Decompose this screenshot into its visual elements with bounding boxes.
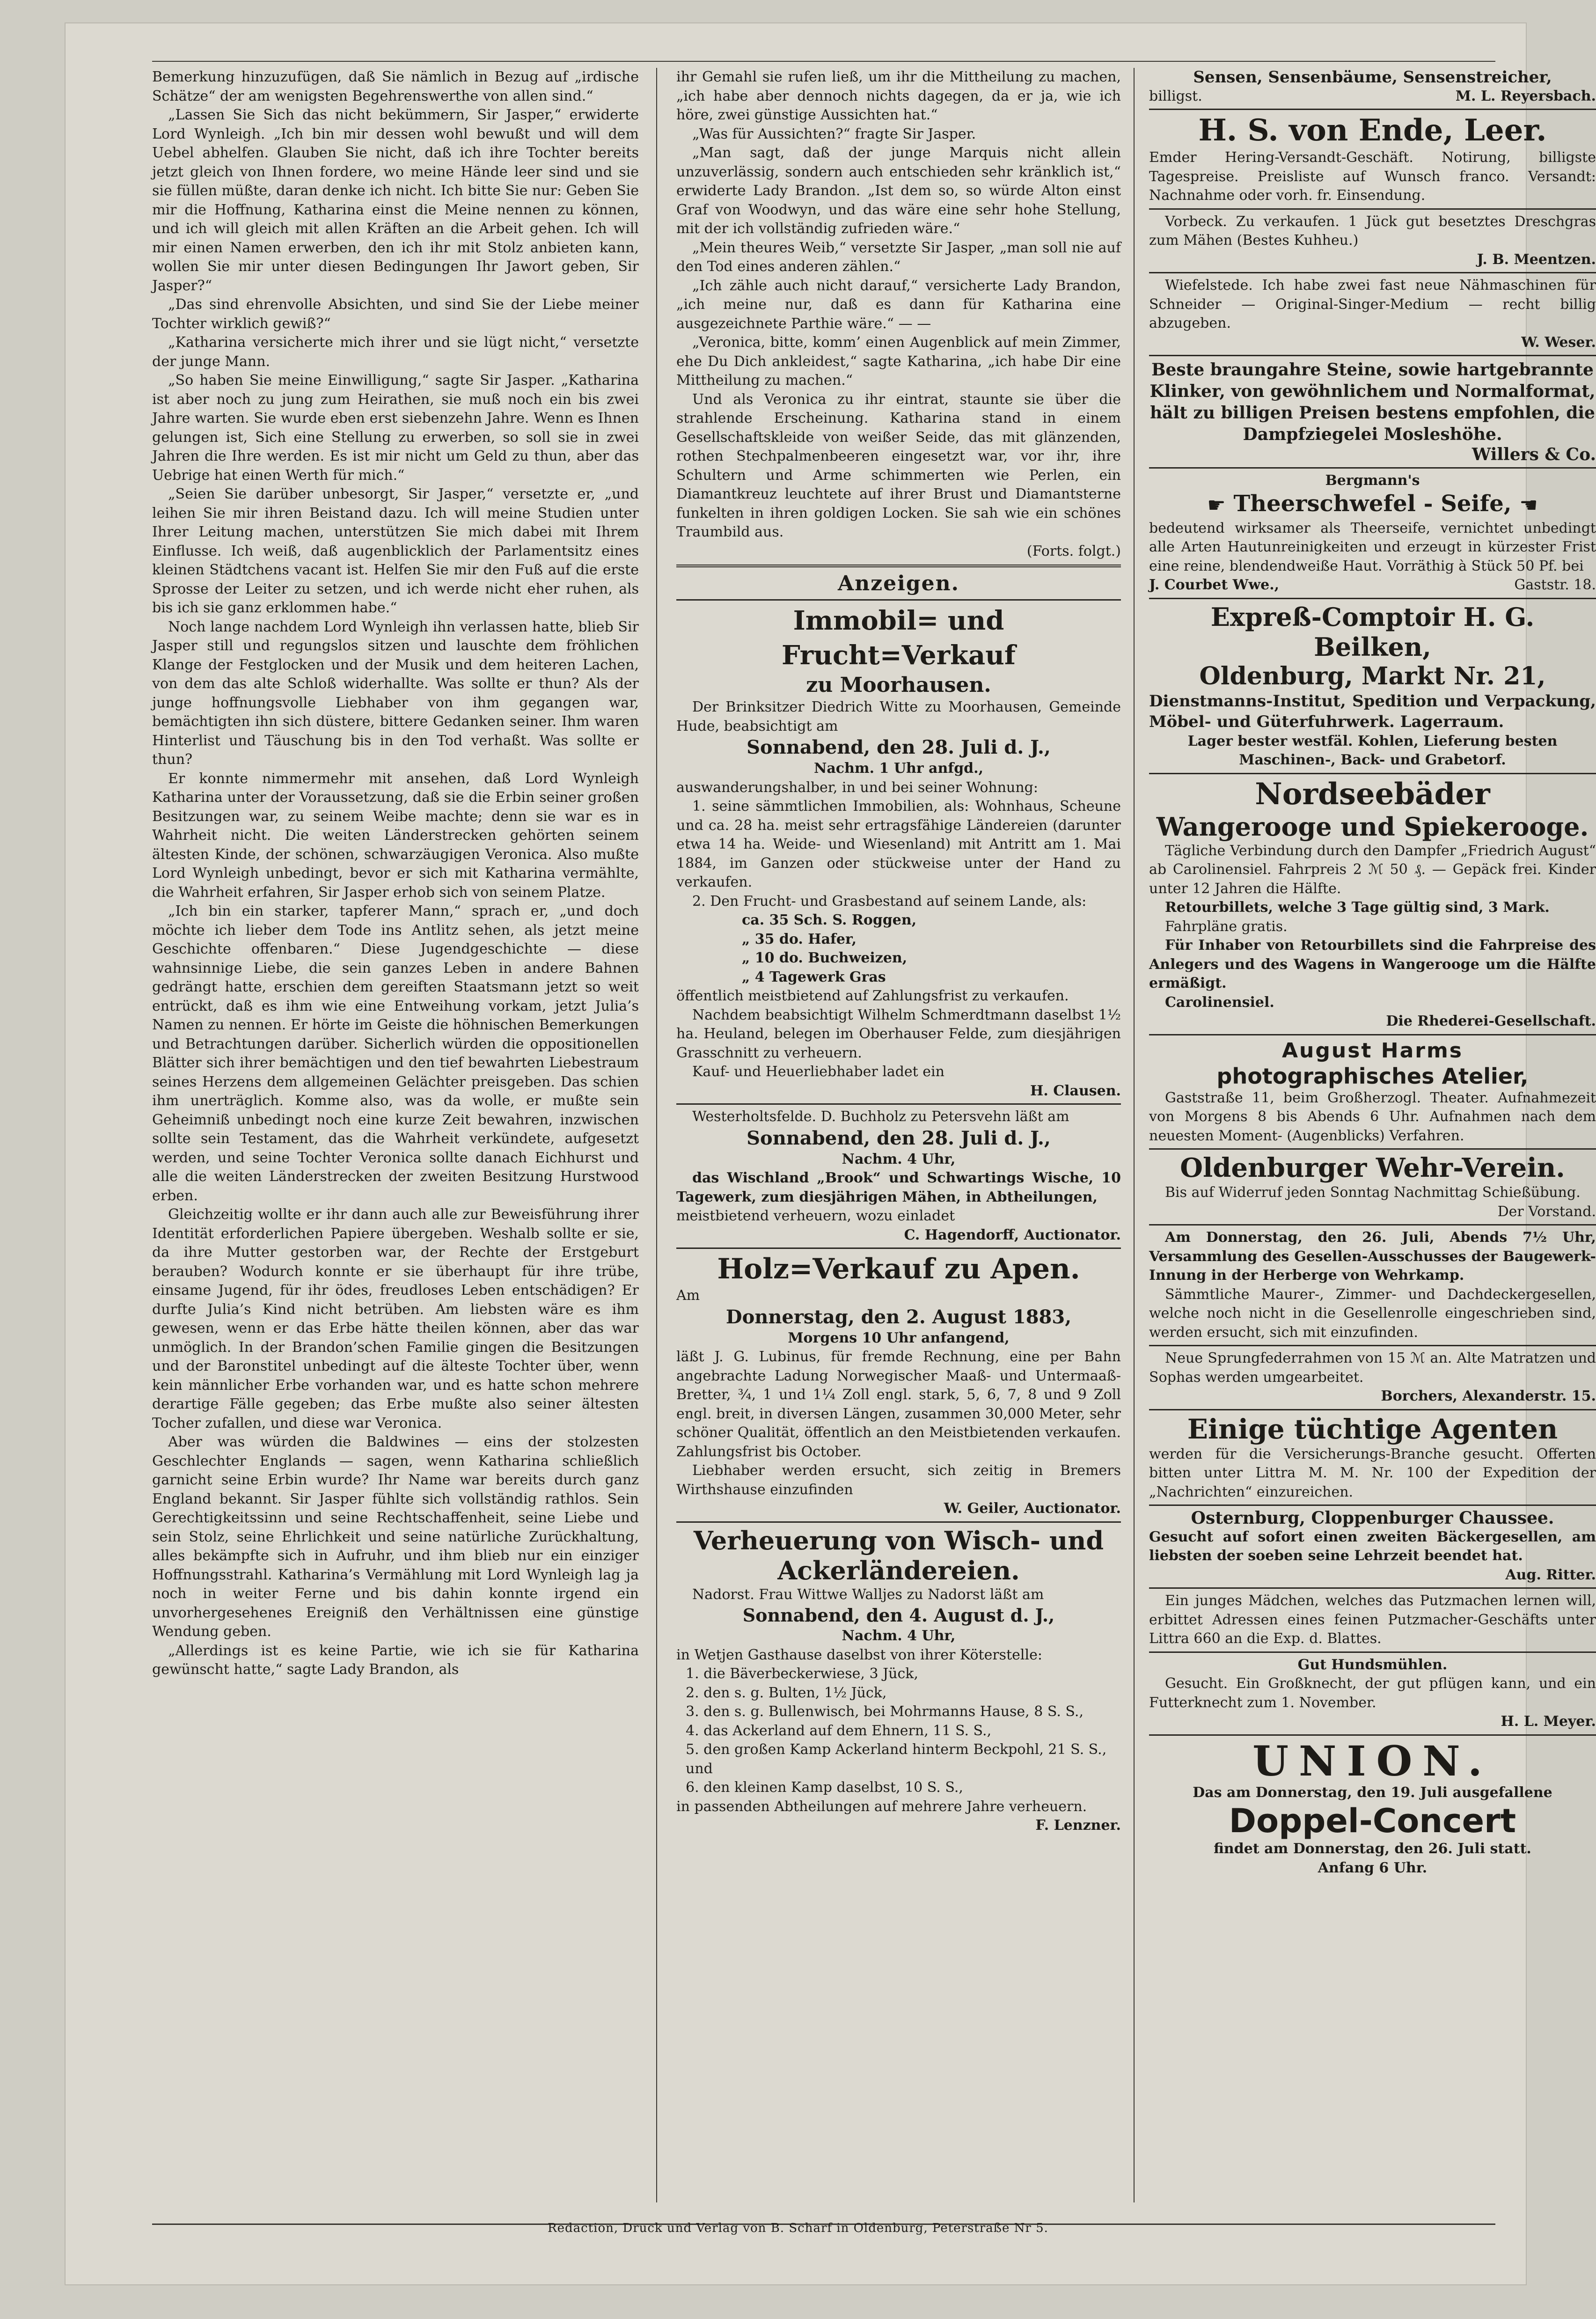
ad-text: in passenden Abtheilungen auf mehrere Jahre verheuern. bbox=[676, 1798, 1087, 1815]
ad-text: auswanderungshalber, in und bei seiner Wohnung: bbox=[676, 779, 1038, 796]
ad-wehr-verein bbox=[1149, 1152, 1596, 1221]
ad-subtitle: Wangerooge und Spiekerooge. bbox=[1156, 811, 1589, 842]
ad-text: öffentlich meistbietend auf Zahlungsfrist zu verkaufen. bbox=[676, 988, 1069, 1004]
ad-text: werden für die Versicherungs-Branche gesucht. Offerten bitten unter Littra M. M. Nr. 100 der Expedition der „Nachrichten“ einzureichen. bbox=[1149, 1446, 1596, 1500]
ad-agenten bbox=[1149, 1413, 1596, 1502]
ad-express-comptoir bbox=[1149, 602, 1596, 770]
ad-label: Bergmann's bbox=[1325, 472, 1420, 489]
ads-heading: Anzeigen. bbox=[838, 572, 959, 595]
ad-signature: W. Weser. bbox=[1521, 334, 1596, 351]
section-rule bbox=[1149, 272, 1596, 273]
ad-westerholtsfelde bbox=[676, 1108, 1121, 1245]
story-paragraph: Bemerkung hinzuzufügen, daß Sie nämlich in Bezug auf „irdische Schätze“ der am wenigsten Begehrenswerthe von allen sind.“ bbox=[152, 69, 639, 104]
ad-text: Für Inhaber von Retourbillets sind die Fahrpreise des Anlegers und des Wagens in Wangerooge um die Hälfte ermäßigt. bbox=[1149, 937, 1596, 991]
story-paragraph: Und als Veronica zu ihr eintrat, staunte sie über die strahlende Erscheinung. Katharina stand in einem Gesellschaftskleide von weißer Seide, das mit glänzenden, rothen Stechpalmenbeeren eingesetzt war, vor ihr, ihre Schultern und Arme schimmerten wie Perlen, ein Diamantkreuz leuchtete auf ihrer Brust und Diamantsterne funkelten in ihren goldigen Locken. Sie sah wie ein schönes Traumbild aus. bbox=[676, 391, 1121, 540]
ad-subtitle: photographisches Atelier, bbox=[1216, 1063, 1529, 1089]
ad-verheuerung bbox=[676, 1526, 1121, 1835]
ad-text: Vorbeck. Zu verkaufen. 1 Jück gut besetztes Dreschgras zum Mähen (Bestes Kuhheu.) bbox=[1149, 213, 1596, 249]
section-rule bbox=[676, 1103, 1121, 1105]
ad-title: Sensen, Sensenbäume, Sensenstreicher, bbox=[1193, 68, 1552, 87]
imprint-footer: Redaction, Druck und Verlag von B. Scharf in Oldenburg, Peterstraße Nr 5. bbox=[548, 2221, 1048, 2235]
ad-time: Nachm. 4 Uhr, bbox=[842, 1628, 956, 1644]
ad-title: H. S. von Ende, Leer. bbox=[1198, 113, 1547, 148]
ad-text: in Wetjen Gasthause daselbst von ihrer Köterstelle: bbox=[676, 1646, 1042, 1663]
ad-signature: M. L. Reyersbach. bbox=[1455, 88, 1596, 104]
column-divider bbox=[656, 68, 657, 2202]
ad-text: Gesucht. Ein Großknecht, der gut pflügen kann, und ein Futterknecht zum 1. November. bbox=[1149, 1675, 1596, 1711]
ad-union bbox=[1149, 1736, 1596, 1878]
section-rule bbox=[1149, 1734, 1596, 1736]
ad-text: Nachdem beabsichtigt Wilhelm Schmerdtmann daselbst 1½ ha. Heuland, belegen im Oberhauser Felde, zum diesjährigen Grasschnitt zu verheuern. bbox=[676, 1006, 1121, 1061]
ad-time: Nachm. 4 Uhr, bbox=[842, 1151, 956, 1167]
story-paragraph: „So haben Sie meine Einwilligung,“ sagte Sir Jasper. „Katharina ist aber noch zu jung zum Heirathen, sie muß noch ein bis zwei Jahre warten. Sie wurde eben erst siebenzehn Jahre. Wenn es Ihnen gelungen ist, Sich eine Stellung zu erwerben, so soll sie in zwei Jahren die Ihre werden. Es ist mir nicht um Geld zu thun, aber das Uebrige hat einen Werth für mich.“ bbox=[152, 372, 639, 484]
story-paragraph: „Das sind ehrenvolle Absichten, und sind Sie der Liebe meiner Tochter wirklich gewiß?“ bbox=[152, 296, 639, 332]
ad-signature: W. Geiler, Auctionator. bbox=[944, 1500, 1121, 1517]
ad-item: 3. den s. g. Bullenwisch, bei Mohrmanns Hause, 8 S. S., bbox=[686, 1703, 1084, 1720]
ad-wiefelstede bbox=[1149, 276, 1596, 352]
ad-bergmann bbox=[1149, 471, 1596, 595]
ad-text: Der Brinksitzer Diedrich Witte zu Moorhausen, Gemeinde Hude, beabsichtigt am bbox=[676, 699, 1121, 734]
ad-title: Nordseebäder bbox=[1255, 776, 1490, 812]
ad-signature: Der Vorstand. bbox=[1497, 1203, 1596, 1220]
ads-column-middle bbox=[676, 68, 1121, 2202]
ad-hundsmuehlen bbox=[1149, 1656, 1596, 1732]
story-paragraph: ihr Gemahl sie rufen ließ, um ihr die Mittheilung zu machen, „ich habe aber dennoch nichts dagegen, da er ja, wie ich höre, zwei günstige Aussichten hat.“ bbox=[676, 69, 1121, 123]
ad-text: Gesucht auf sofort einen zweiten Bäckergesellen, am liebsten der soeben seine Lehrzeit beendet hat. bbox=[1149, 1528, 1596, 1564]
ad-item: 5. den großen Kamp Ackerland hinterm Beckpohl, 21 S. S., und bbox=[686, 1741, 1107, 1777]
ad-title: Theerschwefel - Seife, bbox=[1233, 491, 1512, 517]
ad-date: Sonnabend, den 4. August d. J., bbox=[742, 1605, 1055, 1626]
ad-title: UNION. bbox=[1252, 1736, 1493, 1785]
ad-putzmacherin bbox=[1149, 1592, 1596, 1649]
ad-text: Sämmtliche Maurer-, Zimmer- und Dachdeckergesellen, welche noch nicht in die Gesellenrolle eingeschrieben sind, werden ersucht, sich mit einzufinden. bbox=[1149, 1286, 1596, 1341]
story-paragraph: Gleichzeitig wollte er ihr dann auch alle zur Beweisführung ihrer Identität erforderlichen Papiere übergeben. Weshalb sollte er sie, da ihre Mutter gestorben war, der Rechte der Erstgeburt berauben? Wodurch konnte er sie überhaupt für ihre trübe, einsame Jugend, für ihr ödes, freudloses Leben entschädigen? Er durfte Julia’s Kind nicht betrüben. Am liebsten wäre es ihm gewesen, wenn er das Erbe hätte theilen können, aber das war unmöglich. In der Brandon’schen Familie gingen die Besitzungen und der Baronstitel unbedingt auf die älteste Tochter über, wenn kein männlicher Erbe vorhanden war, und es hatte schon mehrere derartige Fälle gegeben; das Erbe mußte also seiner ältesten Tocher zufallen, und diese war Veronica. bbox=[152, 1206, 639, 1431]
section-rule bbox=[676, 1521, 1121, 1523]
ad-text: Am Donnerstag, den 26. Juli, Abends 7½ Uhr, Versammlung des Gesellen-Ausschusses der Baugewerk-Innung in der Herberge von Wehrkamp. bbox=[1149, 1229, 1596, 1284]
ad-text: meistbietend verheuern, wozu einladet bbox=[676, 1208, 955, 1224]
story-paragraph: „Allerdings ist es keine Partie, wie ich sie für Katharina gewünscht hatte,“ sagte Lady Brandon, als bbox=[152, 1642, 639, 1678]
story-paragraph: „Man sagt, daß der junge Marquis nicht allein unzuverlässig, sondern auch entschieden sehr kränklich ist,“ erwiderte Lady Brandon. „Ist dem so, so würde Alton einst Graf von Woodwyn, und das wäre eine sehr hohe Stellung, mit der ich vollständig zufrieden wäre.“ bbox=[676, 145, 1121, 237]
ad-line bbox=[1149, 576, 1596, 595]
story-paragraph: „Veronica, bitte, komm’ einen Augenblick auf mein Zimmer, ehe Du Dich ankleidest,“ sagte Katharina, „ich habe Dir eine Mittheilung zu machen.“ bbox=[676, 334, 1121, 389]
story-paragraph: Er konnte nimmermehr mit ansehen, daß Lord Wynleigh Katharina unter der Voraussetzung, daß sie die Erbin seiner großen Besitzungen war, zu seinem Weibe machte; denn sie war es in Wahrheit nicht. Die weiten Länderstrecken gehörten seinem ältesten Kinde, der schönen, schwarzäugigen Veronica. Also mußte Lord Wynleigh unbedingt, bevor er sich mit Katharina vermählte, die Wahrheit erfahren, Sir Jasper erhob sich von seinem Platze. bbox=[152, 770, 639, 901]
story-paragraph: „Seien Sie darüber unbesorgt, Sir Jasper,“ versetzte er, „und leihen Sie mir ihren Beistand dazu. Ich will meine Studien unter Ihrer Leitung machen, unterstützen Sie mich dabei mit Ihrem Einflusse. Ich weiß, daß augenblicklich der Parlamentsitz eines kleinen Städtchens vacant ist. Helfen Sie mir den Fuß auf die erste Sprosse der Leiter zu setzen, und ich werde nicht eher ruhen, als bis ich sie ganz erklommen habe.“ bbox=[152, 486, 639, 616]
ad-title: Osternburg, Cloppenburger Chaussee. bbox=[1191, 1508, 1554, 1528]
ad-text: Fahrpläne gratis. bbox=[1165, 918, 1288, 935]
ad-text: Wiefelstede. Ich habe zwei fast neue Nähmaschinen für Schneider — Original-Singer-Medium — recht billig abzugeben. bbox=[1149, 277, 1596, 331]
ad-crop: „ 35 do. Hafer, bbox=[742, 931, 857, 947]
section-rule bbox=[1149, 1034, 1596, 1035]
ad-crop: „ 10 do. Buchweizen, bbox=[742, 950, 908, 966]
ad-text: Neue Sprungfederrahmen von 15 ℳ an. Alte Matratzen und Sophas werden umgearbeitet. bbox=[1149, 1350, 1596, 1386]
ad-date: Donnerstag, den 2. August 1883, bbox=[725, 1306, 1072, 1328]
ad-signature: H. L. Meyer. bbox=[1501, 1713, 1596, 1730]
ad-text: Carolinensiel. bbox=[1165, 994, 1274, 1011]
ad-title: Oldenburger Wehr-Verein. bbox=[1180, 1152, 1565, 1183]
story-paragraph: „Katharina versicherte mich ihrer und sie lügt nicht,“ versetzte der junge Mann. bbox=[152, 334, 639, 370]
ad-text: läßt J. G. Lubinus, für fremde Rechnung, eine per Bahn angebrachte Ladung Norwegischer Maaß- und Untermaaß-Bretter, ¾, 1 und 1¼ Zoll engl. stark, 5, 6, 7, 8 und 9 Zoll engl. breit, in diversen Längen, zusammen 30,000 Meter, sehr schöner Qualität, öffentlich an den Meistbietenden verkaufen. Zahlungsfrist bis October. bbox=[676, 1349, 1121, 1460]
newspaper-page bbox=[66, 23, 1596, 2284]
ad-date: Sonnabend, den 28. Juli d. J., bbox=[747, 1127, 1051, 1149]
ad-harms bbox=[1149, 1038, 1596, 1146]
section-rule bbox=[676, 1248, 1121, 1249]
ad-text: findet am Donnerstag, den 26. Juli statt. bbox=[1214, 1841, 1531, 1857]
story-paragraph: „Was für Aussichten?“ fragte Sir Jasper. bbox=[692, 125, 976, 142]
section-rule bbox=[1149, 1651, 1596, 1653]
section-rule bbox=[676, 599, 1121, 601]
ad-title: Einige tüchtige Agenten bbox=[1187, 1413, 1558, 1445]
ad-sensen bbox=[1149, 68, 1596, 106]
ad-text: Tägliche Verbindung durch den Dampfer „Friedrich August“ ab Carolinensiel. Fahrpreis 2 ℳ 50 ₰. — Gepäck frei. Kinder unter 12 Jahren die Hälfte. bbox=[1149, 842, 1596, 897]
ads-column-right bbox=[1149, 68, 1596, 2202]
ad-text: Gaststraße 11, beim Großherzogl. Theater. Aufnahmezeit von Morgens 8 bis Abends 6 Uhr. Aufnahmen nach dem neuesten Moment- (Augenblicks) Verfahren. bbox=[1149, 1089, 1596, 1144]
ad-item: 6. den kleinen Kamp daselbst, 10 S. S., bbox=[686, 1779, 963, 1796]
ad-sprungfeder bbox=[1149, 1349, 1596, 1406]
ad-text: Emder Hering-Versandt-Geschäft. Notirung, billigste Tagespreise. Preisliste auf Wunsch franco. Versandt: Nachnahme oder vorh. fr. Einsendung. bbox=[1149, 149, 1596, 204]
ad-text: Westerholtsfelde. D. Buchholz zu Petersvehn läßt am bbox=[692, 1108, 1069, 1125]
section-rule bbox=[1149, 467, 1596, 469]
ad-text: Nadorst. Frau Wittwe Walljes zu Nadorst läßt am bbox=[692, 1586, 1044, 1603]
ad-subtitle: zu Moorhausen. bbox=[806, 673, 991, 697]
ad-signature: J. Courbet Wwe., bbox=[1149, 577, 1280, 593]
story-paragraph: Noch lange nachdem Lord Wynleigh ihn verlassen hatte, blieb Sir Jasper still und regungslos sitzen und lauschte dem fröhlichen Klange der Festglocken und der Musik und dem heiteren Lachen, von dem das alte Schloß widerhallte. Was sollte er thun? Als der junge hoffnungsvolle Liebhaber von ihm gegangen war, bemächtigten ihn sich düstere, bittere Gedanken seiner. Ihm waren Hinterlist und Täuschung bis in den Tod verhaßt. Was sollte er thun? bbox=[152, 618, 639, 768]
ad-item: 4. das Ackerland auf dem Ehnern, 11 S. S., bbox=[686, 1722, 992, 1739]
pointing-hand-icon: ☛ bbox=[1207, 493, 1226, 517]
top-rule bbox=[152, 61, 1495, 62]
ad-crop: „ 4 Tagewerk Gras bbox=[742, 969, 886, 985]
ad-immobil bbox=[676, 603, 1121, 1101]
ad-item: 1. die Bäverbeckerwiese, 3 Jück, bbox=[686, 1666, 918, 1682]
story-paragraph: Aber was würden die Baldwines — eins der stolzesten Geschlechter Englands — sagen, wenn Katharina schließlich garnicht seine Erbin wurde? Ihr Name war bereits durch ganz England bekannt. Sir Jasper fühlte sich vollständig rathlos. Sein Gerechtigkeitssinn und seine Rechtschaffenheit, seine Liebe und sein Stolz, seine Ehrlichkeit und seine natürliche Zurückhaltung, alles bekämpfte sich in Aufruhr, und ihm blieb nur ein einziger Hoffnungsstrahl. Katharina’s Vermählung mit Lord Wynleigh lag ja noch in weiter Ferne und bis dahin konnte irgend ein unvorhergesehenes Ereigniß den Verhältnissen eine günstige Wendung geben. bbox=[152, 1434, 639, 1640]
ad-text: Liebhaber werden ersucht, sich zeitig in Bremers Wirthshause einzufinden bbox=[676, 1462, 1121, 1498]
ad-text: billigst. bbox=[1149, 88, 1202, 104]
ad-text: Ein junges Mädchen, welches das Putzmachen lernen will, erbittet Adressen eines feinen Putzmacher-Geschäfts unter Littra 660 an die Exp. d. Blattes. bbox=[1149, 1592, 1596, 1647]
ad-subtitle: Oldenburg, Markt Nr. 21, bbox=[1199, 661, 1546, 690]
ad-gesellen bbox=[1149, 1228, 1596, 1342]
ad-nordseebaeder bbox=[1149, 777, 1596, 1031]
section-rule bbox=[1149, 1148, 1596, 1150]
ad-time: Morgens 10 Uhr anfangend, bbox=[788, 1329, 1010, 1346]
ad-crop: ca. 35 Sch. S. Roggen, bbox=[742, 912, 917, 928]
section-rule bbox=[1149, 355, 1596, 356]
ad-title: Immobil= und Frucht=Verkauf bbox=[782, 605, 1016, 671]
section-rule bbox=[1149, 773, 1596, 774]
ad-signature: C. Hagendorff, Auctionator. bbox=[904, 1226, 1121, 1243]
ad-signature: Willers & Co. bbox=[1472, 445, 1596, 464]
section-rule bbox=[1149, 1224, 1596, 1226]
section-rule bbox=[676, 565, 1121, 567]
ad-line bbox=[1149, 87, 1596, 106]
section-rule bbox=[1149, 1345, 1596, 1346]
section-rule bbox=[1149, 109, 1596, 110]
section-rule bbox=[1149, 1504, 1596, 1506]
ad-text: Beste braungahre Steine, sowie hartgebrannte Klinker, von gewöhnlichem und Normalformat, hält zu billigen Preisen bestens empfohlen, die Dampfziegelei Mosleshöhe. bbox=[1149, 360, 1596, 444]
ad-time: Nachm. 1 Uhr anfgd., bbox=[813, 760, 984, 777]
ad-signature: Borchers, Alexanderstr. 15. bbox=[1381, 1388, 1596, 1404]
story-paragraph: „Ich bin ein starker, tapferer Mann,“ sprach er, „und doch möchte ich lieber dem Tode ins Antlitz sehen, als jetzt meine Geschichte offenbaren.“ Diese Jugendgeschichte — diese wahnsinnige Liebe, die sein ganzes Leben in andere Bahnen gedrängt hatte, erschien dem gereiften Staatsmann jetzt so weit entrückt, daß es ihm wie eine Entweihung vorkam, jetzt Julia’s Namen zu nennen. Er hörte im Geiste die höhnischen Bemerkungen und Betrachtungen darüber. Sicherlich würden die oppositionellen Blätter sich ihrer bemächtigen und den tief bewahrten Liebestraum seines Herzens dem allgemeinen Gelächter preisgeben. Das schien ihm unerträglich. Komme also, was da wolle, er mußte sein Geheimniß unbedingt noch eine kurze Zeit bewahren, inzwischen sollte sein Testament, das die Wahrheit verkündete, aufgesetzt werden, und seine Tochter Veronica sollte danach Eichhurst und alle die weiten Länderstrecken der zweiten Besitzung Hurstwood erben. bbox=[152, 903, 639, 1204]
ad-text: Bis auf Widerruf jeden Sonntag Nachmittag Schießübung. bbox=[1165, 1184, 1581, 1201]
ad-title: Expreß-Comptoir H. G. Beilken, bbox=[1210, 602, 1535, 662]
story-paragraph: „Ich zähle auch nicht darauf,“ versicherte Lady Brandon, „ich meine nur, daß es dann für Katharina eine ausgezeichnete Parthie wäre.“ — — bbox=[676, 277, 1121, 332]
section-rule bbox=[1149, 208, 1596, 210]
ad-vorbeck bbox=[1149, 213, 1596, 270]
ad-item: 2. den s. g. Bulten, 1½ Jück, bbox=[686, 1684, 887, 1701]
ad-text: Dienstmanns-Institut, Spedition und Verpackung, Möbel- und Güterfuhrwerk. Lagerraum. bbox=[1149, 691, 1596, 731]
ad-text: Das am Donnerstag, den 19. Juli ausgefallene bbox=[1193, 1784, 1552, 1801]
ad-signature: F. Lenzner. bbox=[1035, 1817, 1121, 1834]
ad-text: Am bbox=[676, 1287, 700, 1304]
ad-text: Lager bester westfäl. Kohlen, Lieferung besten Maschinen-, Back- und Grabetorf. bbox=[1187, 733, 1558, 768]
story-paragraph: „Lassen Sie Sich das nicht bekümmern, Sir Jasper,“ erwiderte Lord Wynleigh. „Ich bin mir dessen wohl bewußt und will dem Uebel abhelfen. Glauben Sie nicht, daß ich ihre Tochter bereits jetzt gleich von Ihnen fordere, wo meine Hände leer sind und sie sie füllen müßte, daran denke ich nicht. Ich bitte Sie nur: Geben Sie mir die Hoffnung, Katharina einst die Meine nennen zu können, und ich will gleich mit allen Kräften an die Arbeit gehen. Ich will mir einen Namen erwerben, den ich ihr mit Stolz anbieten kann, wollen Sie mir unter diesen Bedingungen Ihr Jawort geben, Sir Jasper?“ bbox=[152, 107, 639, 294]
story-column bbox=[152, 68, 639, 2202]
ad-text: bedeutend wirksamer als Theerseife, vernichtet unbedingt alle Arten Hautunreinigkeiten und erzeugt in kürzester Frist eine reine, blendendweiße Haut. Vorräthig à Stück 50 Pf. bei bbox=[1149, 520, 1596, 574]
ad-osternburg bbox=[1149, 1509, 1596, 1585]
pointing-hand-icon: ☚ bbox=[1519, 493, 1538, 517]
ad-text: Kauf- und Heuerliebhaber ladet ein bbox=[692, 1064, 944, 1080]
ad-title: August Harms bbox=[1282, 1038, 1463, 1063]
ad-address: Gaststr. 18. bbox=[1514, 577, 1596, 593]
ad-date: Sonnabend, den 28. Juli d. J., bbox=[747, 736, 1051, 758]
column-divider bbox=[1134, 68, 1135, 2202]
ad-title: Gut Hundsmühlen. bbox=[1297, 1656, 1448, 1673]
ad-von-ende bbox=[1149, 113, 1596, 205]
ad-title: Ackerländereien. bbox=[777, 1555, 1020, 1585]
ad-item: 2. Den Frucht- und Grasbestand auf seinem Lande, als: bbox=[692, 893, 1087, 910]
ad-text: das Wischland „Brook“ und Schwartings Wische, 10 Tagewerk, zum diesjährigen Mähen, in Abtheilungen, bbox=[676, 1170, 1121, 1205]
ad-signature: Aug. Ritter. bbox=[1505, 1566, 1596, 1583]
ad-concert-title: Doppel-Concert bbox=[1229, 1802, 1516, 1840]
section-rule bbox=[1149, 1587, 1596, 1589]
ad-text: Retourbillets, welche 3 Tage gültig sind, 3 Mark. bbox=[1165, 899, 1550, 916]
ad-signature: J. B. Meentzen. bbox=[1477, 251, 1596, 268]
story-paragraph: „Mein theures Weib,“ versetzte Sir Jasper, „man soll nie auf den Tod eines anderen zählen.“ bbox=[676, 239, 1121, 275]
ad-klinker bbox=[1149, 359, 1596, 464]
ad-time: Anfang 6 Uhr. bbox=[1318, 1859, 1428, 1876]
ad-title: Verheuerung von Wisch- und bbox=[693, 1525, 1104, 1556]
ad-holz bbox=[676, 1252, 1121, 1519]
section-rule bbox=[1149, 1409, 1596, 1410]
section-rule bbox=[1149, 598, 1596, 599]
continuation-note: (Forts. folgt.) bbox=[1026, 543, 1121, 559]
ad-signature: H. Clausen. bbox=[1030, 1082, 1121, 1099]
ad-title: Holz=Verkauf zu Apen. bbox=[717, 1253, 1080, 1285]
ad-title-line bbox=[1149, 490, 1596, 519]
ad-item: 1. seine sämmtlichen Immobilien, als: Wohnhaus, Scheune und ca. 28 ha. meist sehr ertragsfähige Ländereien (darunter etwa 14 ha. Weide- und Wiesenland) mit Antritt am 1. Mai 1884, im Ganzen oder stückweise unter der Hand zu verkaufen. bbox=[676, 798, 1121, 890]
ad-signature: Die Rhederei-Gesellschaft. bbox=[1386, 1013, 1596, 1029]
